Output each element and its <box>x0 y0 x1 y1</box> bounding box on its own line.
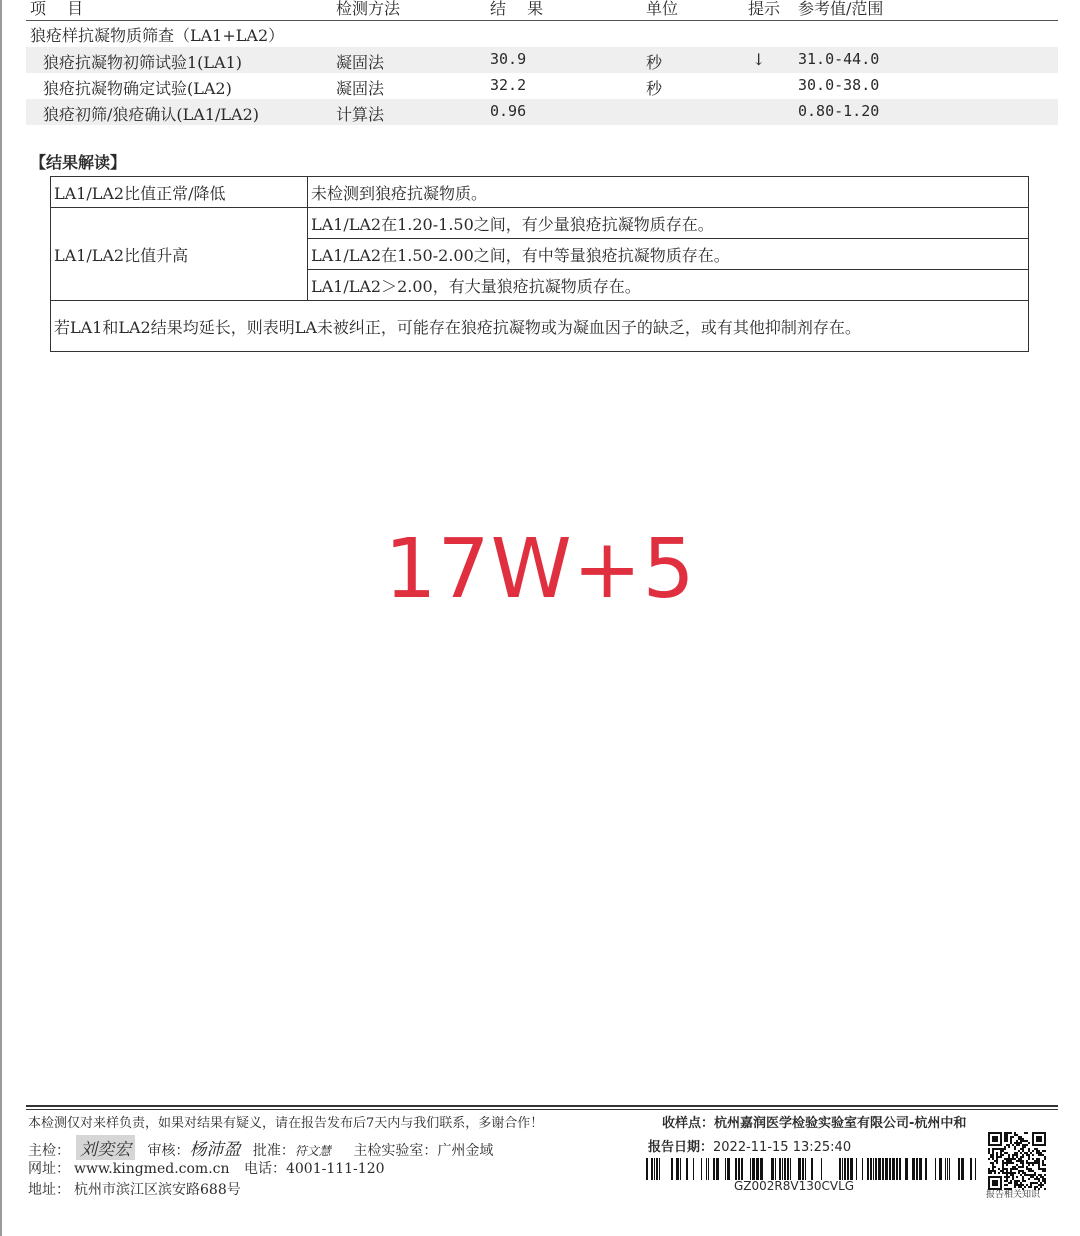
lab-name: 广州金域 <box>437 1143 494 1159</box>
result-value: 30.9 <box>490 50 527 68</box>
result-row <box>26 47 1058 73</box>
result-row <box>26 99 1058 125</box>
item-name: 狼疮抗凝物确定试验(LA2) <box>43 79 232 98</box>
footer-divider <box>26 1105 1058 1107</box>
header-item: 项 目 <box>30 0 84 18</box>
report-date-line <box>648 1136 851 1155</box>
website: www.kingmed.com.cn <box>74 1161 230 1177</box>
collection-label: 收样点： <box>662 1116 715 1131</box>
report-date: 2022-11-15 13:25:40 <box>713 1140 852 1155</box>
collection-line <box>662 1112 966 1131</box>
reviewer-signature: 杨沛盈 <box>189 1140 241 1160</box>
unit: 秒 <box>646 53 663 72</box>
low-flag-icon: ↓ <box>752 50 766 69</box>
tester-signature: 刘奕宏 <box>76 1135 135 1160</box>
high-ratio-label: LA1/LA2比值升高 <box>51 208 308 301</box>
disclaimer: 本检测仅对来样负责，如果对结果有疑义，请在报告发布后7天内与我们联系，多谢合作！ <box>28 1116 544 1131</box>
header-method: 检测方法 <box>336 0 401 18</box>
website-label: 网址： <box>28 1161 70 1177</box>
collection-point: 杭州嘉润医学检验实验室有限公司-杭州中和 <box>714 1116 967 1131</box>
interpretation-note: 若LA1和LA2结果均延长，则表明LA未被纠正，可能存在狼疮抗凝物或为凝血因子的缺乏，或有其他抑制剂存在。 <box>51 301 1029 352</box>
reference-range: 0.80-1.20 <box>798 102 880 120</box>
qr-code-icon[interactable] <box>988 1132 1046 1190</box>
normal-ratio-text: 未检测到狼疮抗凝物质。 <box>308 177 1029 208</box>
method: 凝固法 <box>336 79 385 98</box>
qr-caption: 报告相关知识 <box>986 1190 1041 1200</box>
normal-ratio-label: LA1/LA2比值正常/降低 <box>51 177 308 208</box>
address: 杭州市滨江区滨安路688号 <box>74 1182 241 1198</box>
header-reference: 参考值/范围 <box>798 0 884 18</box>
report-date-label: 报告日期： <box>648 1140 714 1155</box>
results-header-row <box>26 0 1058 21</box>
reviewer-label: 审核： <box>147 1143 190 1159</box>
reference-range: 30.0-38.0 <box>798 76 880 94</box>
high-ratio-text: LA1/LA2在1.50-2.00之间，有中等量狼疮抗凝物质存在。 <box>308 239 1029 270</box>
report-footer <box>28 1110 1058 1220</box>
address-line <box>28 1179 241 1199</box>
high-ratio-text: LA1/LA2在1.20-1.50之间，有少量狼疮抗凝物质存在。 <box>308 208 1029 239</box>
phone-label: 电话： <box>243 1161 286 1177</box>
approver-label: 批准： <box>252 1143 295 1159</box>
header-result: 结 果 <box>490 0 544 18</box>
interpretation-title: 【结果解读】 <box>30 153 127 172</box>
interpretation-table <box>50 176 1029 352</box>
section-title: 狼疮样抗凝物质筛查（LA1+LA2） <box>30 26 285 45</box>
result-value: 0.96 <box>490 102 527 120</box>
signature-line <box>28 1135 493 1160</box>
gestational-age-annotation: 17W+5 <box>384 522 696 617</box>
page-edge <box>0 0 2 1236</box>
result-row <box>26 73 1058 99</box>
tester-label: 主检： <box>28 1143 70 1159</box>
item-name: 狼疮抗凝物初筛试验1(LA1) <box>43 53 243 72</box>
result-value: 32.2 <box>490 76 527 94</box>
method: 计算法 <box>336 105 385 124</box>
barcode-image <box>646 1158 976 1180</box>
unit: 秒 <box>646 79 663 98</box>
barcode-number: GZ002R8V130CVLG <box>734 1179 855 1193</box>
high-ratio-text: LA1/LA2＞2.00，有大量狼疮抗凝物质存在。 <box>308 270 1029 301</box>
approver-signature: 符文慧 <box>294 1144 331 1158</box>
method: 凝固法 <box>336 53 385 72</box>
reference-range: 31.0-44.0 <box>798 50 880 68</box>
header-flag: 提示 <box>748 0 781 18</box>
address-label: 地址： <box>28 1182 70 1198</box>
contact-line <box>28 1158 385 1178</box>
phone: 4001-111-120 <box>285 1161 385 1177</box>
lab-label: 主检实验室： <box>353 1143 438 1159</box>
header-unit: 单位 <box>646 0 679 18</box>
item-name: 狼疮初筛/狼疮确认(LA1/LA2) <box>43 105 259 124</box>
